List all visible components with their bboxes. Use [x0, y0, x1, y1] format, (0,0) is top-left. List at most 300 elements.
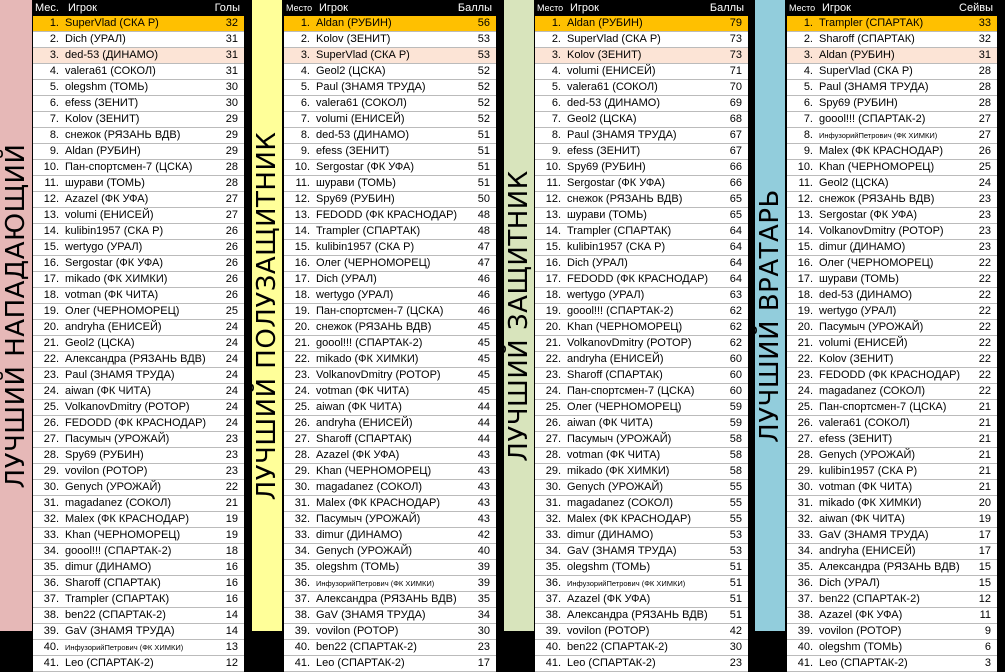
row-player: Dich (УРАЛ) [65, 33, 126, 45]
row-player: kulibin1957 (СКА Р) [567, 241, 666, 253]
row-value: 19 [225, 529, 238, 541]
row-value: 32 [225, 17, 238, 29]
table-row [787, 64, 997, 80]
forward-title-strip [0, 0, 32, 631]
table-row [284, 624, 496, 640]
table-row [33, 560, 244, 576]
table-row [284, 496, 496, 512]
row-place: 21. [43, 337, 59, 349]
row-player: VolkanovDmitry (РОТОР) [567, 337, 692, 349]
row-value: 73 [729, 49, 742, 61]
row-player: dimur (ДИНАМО) [567, 529, 654, 541]
row-player: Пан-спортсмен-7 (ЦСКА) [65, 161, 193, 173]
row-place: 26. [294, 417, 310, 429]
row-value: 22 [978, 305, 991, 317]
row-player: andryha (ЕНИСЕЙ) [316, 417, 413, 429]
row-player: Azazel (ФК УФА) [316, 449, 400, 461]
table-row [787, 544, 997, 560]
table-row [535, 416, 748, 432]
row-value: 51 [477, 177, 490, 189]
table-row [787, 368, 997, 384]
row-value: 47 [477, 257, 490, 269]
row-place: 23. [43, 369, 59, 381]
row-place: 22. [43, 353, 59, 365]
table-row [787, 656, 997, 672]
row-player: снежок (РЯЗАНЬ ВДВ) [65, 129, 181, 141]
row-value: 28 [225, 161, 238, 173]
row-value: 52 [477, 65, 490, 77]
table-row [535, 512, 748, 528]
row-place: 17. [545, 273, 561, 285]
row-value: 28 [978, 97, 991, 109]
row-place: 36. [294, 577, 310, 589]
row-player: Khan (ЧЕРНОМОРЕЦ) [65, 529, 181, 541]
row-value: 67 [729, 129, 742, 141]
row-place: 10. [797, 161, 813, 173]
row-value: 59 [729, 417, 742, 429]
table-row [33, 336, 244, 352]
row-place: 34. [797, 545, 813, 557]
row-place: 2. [300, 33, 310, 45]
row-player: ben22 (СПАРТАК-2) [316, 641, 417, 653]
row-place: 16. [797, 257, 813, 269]
row-place: 14. [294, 225, 310, 237]
row-place: 29. [43, 465, 59, 477]
goalkeeper-header [787, 0, 997, 16]
row-player: volumi (ЕНИСЕЙ) [567, 65, 656, 77]
row-value: 65 [729, 209, 742, 221]
table-row [535, 176, 748, 192]
table-row [284, 432, 496, 448]
row-value: 23 [978, 225, 991, 237]
row-player: andryha (ЕНИСЕЙ) [567, 353, 664, 365]
row-place: 26. [797, 417, 813, 429]
table-row [535, 304, 748, 320]
row-value: 42 [477, 529, 490, 541]
row-player: Sharoff (СПАРТАК) [65, 577, 161, 589]
row-value: 11 [979, 609, 991, 621]
row-place: 19. [43, 305, 59, 317]
row-player: Genych (УРОЖАЙ) [819, 449, 916, 461]
row-player: Dich (УРАЛ) [567, 257, 628, 269]
table-row [535, 592, 748, 608]
row-player: dimur (ДИНАМО) [316, 529, 403, 541]
row-player: vovilon (РОТОР) [567, 625, 650, 637]
table-row [284, 64, 496, 80]
row-place: 37. [43, 593, 59, 605]
row-place: 8. [300, 129, 310, 141]
row-place: 30. [294, 481, 310, 493]
row-player: ben22 (СПАРТАК-2) [567, 641, 668, 653]
row-place: 6. [49, 97, 59, 109]
table-row [33, 384, 244, 400]
table-row [787, 400, 997, 416]
row-value: 45 [477, 353, 490, 365]
header-value: Голы [214, 2, 240, 14]
table-row [284, 128, 496, 144]
table-row [787, 192, 997, 208]
row-value: 15 [978, 561, 991, 573]
row-place: 22. [797, 353, 813, 365]
row-value: 53 [477, 33, 490, 45]
row-value: 43 [477, 449, 490, 461]
table-row [787, 176, 997, 192]
table-row [33, 576, 244, 592]
table-row [33, 624, 244, 640]
table-row [787, 496, 997, 512]
row-value: 55 [729, 497, 742, 509]
row-place: 35. [797, 561, 813, 573]
row-place: 13. [797, 209, 813, 221]
row-value: 22 [978, 257, 991, 269]
table-row [787, 464, 997, 480]
row-value: 23 [477, 641, 490, 653]
row-player: valera61 (СОКОЛ) [567, 81, 658, 93]
row-value: 66 [729, 177, 742, 189]
table-row [535, 480, 748, 496]
row-place: 39. [294, 625, 310, 637]
row-place: 1. [803, 17, 813, 29]
row-value: 24 [978, 177, 991, 189]
table-row [535, 400, 748, 416]
table-row [284, 384, 496, 400]
row-value: 51 [729, 609, 742, 621]
row-place: 10. [294, 161, 310, 173]
table-row [33, 640, 244, 656]
row-player: Leo (СПАРТАК-2) [316, 657, 405, 669]
row-value: 67 [729, 145, 742, 157]
table-row [787, 144, 997, 160]
row-player: olegshm (ТОМЬ) [65, 81, 149, 93]
row-place: 39. [545, 625, 561, 637]
row-player: Пасумыч (УРОЖАЙ) [65, 433, 170, 445]
table-row [787, 448, 997, 464]
row-place: 7. [49, 113, 59, 125]
row-value: 46 [477, 289, 490, 301]
row-player: mikado (ФК ХИМКИ) [316, 353, 419, 365]
row-player: VolkanovDmitry (РОТОР) [819, 225, 944, 237]
row-player: vovilon (РОТОР) [819, 625, 902, 637]
row-player: снежок (РЯЗАНЬ ВДВ) [819, 193, 935, 205]
row-player: SuperVlad (СКА Р) [316, 49, 410, 61]
row-player: Aldan (РУБИН) [316, 17, 392, 29]
table-row [787, 352, 997, 368]
table-row [33, 144, 244, 160]
row-place: 36. [545, 577, 561, 589]
row-player: VolkanovDmitry (РОТОР) [316, 369, 441, 381]
row-value: 42 [729, 625, 742, 637]
table-row [787, 224, 997, 240]
row-place: 8. [551, 129, 561, 141]
row-player: Malex (ФК КРАСНОДАР) [819, 145, 943, 157]
row-value: 15 [978, 577, 991, 589]
row-value: 30 [477, 625, 490, 637]
row-player: Aldan (РУБИН) [819, 49, 895, 61]
row-player: Genych (УРОЖАЙ) [567, 481, 664, 493]
row-player: kulibin1957 (СКА Р) [819, 465, 918, 477]
goalkeeper-table [787, 0, 997, 669]
table-row [33, 416, 244, 432]
row-value: 30 [225, 97, 238, 109]
row-value: 30 [729, 641, 742, 653]
row-player: Paul (ЗНАМЯ ТРУДА) [316, 81, 426, 93]
defender-table [535, 0, 748, 669]
table-row [33, 608, 244, 624]
row-place: 11. [295, 177, 310, 189]
row-player: Dich (УРАЛ) [316, 273, 377, 285]
row-player: Олег (ЧЕРНОМОРЕЦ) [819, 257, 934, 269]
row-player: Александра (РЯЗАНЬ ВДВ) [65, 353, 206, 365]
midfielder-title-strip [252, 0, 282, 631]
row-place: 16. [545, 257, 561, 269]
row-value: 27 [225, 193, 238, 205]
row-value: 24 [225, 417, 238, 429]
row-player: mikado (ФК ХИМКИ) [819, 497, 922, 509]
table-row [787, 480, 997, 496]
forward-table [33, 0, 244, 669]
table-row [284, 592, 496, 608]
row-player: Олег (ЧЕРНОМОРЕЦ) [567, 401, 682, 413]
row-player: FEDODD (ФК КРАСНОДАР) [567, 273, 709, 285]
row-value: 28 [978, 81, 991, 93]
row-value: 59 [729, 401, 742, 413]
row-place: 9. [49, 145, 59, 157]
row-value: 66 [729, 161, 742, 173]
header-player: Игрок [570, 2, 599, 14]
row-player: Paul (ЗНАМЯ ТРУДА) [819, 81, 929, 93]
row-place: 37. [545, 593, 561, 605]
row-value: 23 [225, 433, 238, 445]
row-place: 33. [294, 529, 310, 541]
row-value: 30 [225, 81, 238, 93]
row-place: 34. [545, 545, 561, 557]
row-value: 26 [978, 145, 991, 157]
table-row [33, 192, 244, 208]
row-value: 45 [477, 385, 490, 397]
row-player: Александра (РЯЗАНЬ ВДВ) [819, 561, 960, 573]
row-value: 24 [225, 385, 238, 397]
row-value: 52 [477, 113, 490, 125]
row-player: FEDODD (ФК КРАСНОДАР) [316, 209, 458, 221]
defender-title-strip [504, 0, 534, 631]
row-player: Sharoff (СПАРТАК) [819, 33, 915, 45]
row-player: Kolov (ЗЕНИТ) [316, 33, 391, 45]
table-row [535, 96, 748, 112]
row-place: 27. [797, 433, 813, 445]
row-value: 53 [477, 49, 490, 61]
row-player: GaV (ЗНАМЯ ТРУДА) [567, 545, 677, 557]
row-place: 20. [43, 321, 59, 333]
row-place: 26. [43, 417, 59, 429]
row-place: 14. [797, 225, 813, 237]
row-place: 12. [545, 193, 561, 205]
row-place: 22. [294, 353, 310, 365]
row-player: efess (ЗЕНИТ) [65, 97, 139, 109]
row-player: Leo (СПАРТАК-2) [819, 657, 908, 669]
row-value: 26 [225, 241, 238, 253]
table-row [284, 256, 496, 272]
row-player: VolkanovDmitry (РОТОР) [65, 401, 190, 413]
row-place: 13. [294, 209, 310, 221]
table-row [535, 368, 748, 384]
row-value: 79 [729, 17, 742, 29]
row-place: 15. [545, 241, 561, 253]
forward-title: ЛУЧШИЙ НАПАДАЮЩИЙ [1, 143, 31, 488]
row-player: Paul (ЗНАМЯ ТРУДА) [65, 369, 175, 381]
row-player: Kolov (ЗЕНИТ) [819, 353, 894, 365]
row-player: Kolov (ЗЕНИТ) [567, 49, 642, 61]
row-place: 3. [49, 49, 59, 61]
row-place: 6. [300, 97, 310, 109]
row-place: 1. [49, 17, 59, 29]
row-place: 40. [294, 641, 310, 653]
row-value: 46 [477, 273, 490, 285]
row-place: 31. [294, 497, 310, 509]
row-place: 31. [545, 497, 561, 509]
row-value: 64 [729, 257, 742, 269]
table-row [787, 304, 997, 320]
table-row [787, 16, 997, 32]
table-row [787, 320, 997, 336]
table-row [33, 544, 244, 560]
table-row [787, 288, 997, 304]
row-value: 45 [477, 369, 490, 381]
row-player: GaV (ЗНАМЯ ТРУДА) [819, 529, 929, 541]
header-value: Баллы [457, 2, 492, 14]
row-place: 38. [43, 609, 59, 621]
row-place: 41. [797, 657, 813, 669]
goalkeeper-title: ЛУЧШИЙ ВРАТАРЬ [755, 188, 785, 443]
table-row [284, 272, 496, 288]
row-value: 65 [729, 193, 742, 205]
header-value: Баллы [709, 2, 744, 14]
row-player: Sergostar (ФК УФА) [567, 177, 665, 189]
table-row [33, 288, 244, 304]
row-value: 28 [978, 65, 991, 77]
row-place: 30. [43, 481, 59, 493]
row-value: 44 [477, 417, 490, 429]
row-player: kulibin1957 (СКА Р) [65, 225, 164, 237]
row-value: 23 [978, 241, 991, 253]
row-player: Malex (ФК КРАСНОДАР) [316, 497, 440, 509]
row-player: wertygo (УРАЛ) [316, 289, 394, 301]
row-player: ded-53 (ДИНАМО) [316, 129, 409, 141]
row-player: wertygo (УРАЛ) [65, 241, 143, 253]
row-player: dimur (ДИНАМО) [65, 561, 152, 573]
table-row [787, 560, 997, 576]
row-place: 33. [797, 529, 813, 541]
row-player: magadanez (СОКОЛ) [567, 497, 674, 509]
row-place: 3. [300, 49, 310, 61]
row-value: 17 [978, 529, 991, 541]
row-value: 48 [477, 225, 490, 237]
table-row [284, 240, 496, 256]
row-place: 32. [43, 513, 59, 525]
row-player: Пан-спортсмен-7 (ЦСКА) [316, 305, 444, 317]
row-value: 58 [729, 449, 742, 461]
table-row [33, 352, 244, 368]
table-row [33, 480, 244, 496]
table-row [535, 656, 748, 672]
row-player: Александра (РЯЗАНЬ ВДВ) [316, 593, 457, 605]
row-place: 5. [803, 81, 813, 93]
header-place: Мес. [35, 2, 59, 14]
row-player: SuperVlad (СКА Р) [65, 17, 159, 29]
row-place: 24. [545, 385, 561, 397]
table-row [33, 512, 244, 528]
row-value: 16 [225, 561, 238, 573]
row-place: 27. [545, 433, 561, 445]
row-player: vovilon (РОТОР) [65, 465, 148, 477]
row-place: 24. [43, 385, 59, 397]
row-place: 11. [546, 177, 561, 189]
row-place: 11. [44, 177, 59, 189]
row-value: 26 [225, 273, 238, 285]
row-place: 32. [545, 513, 561, 525]
row-place: 17. [43, 273, 59, 285]
table-row [33, 16, 244, 32]
row-player: Khan (ЧЕРНОМОРЕЦ) [316, 465, 432, 477]
row-player: aiwan (ФК ЧИТА) [65, 385, 151, 397]
row-player: ded-53 (ДИНАМО) [65, 49, 158, 61]
row-place: 7. [300, 113, 310, 125]
table-row [787, 336, 997, 352]
row-place: 34. [43, 545, 59, 557]
row-place: 26. [545, 417, 561, 429]
row-player: Олег (ЧЕРНОМОРЕЦ) [65, 305, 180, 317]
table-row [33, 400, 244, 416]
table-row [33, 48, 244, 64]
header-place: Место [789, 3, 816, 13]
row-value: 35 [477, 593, 490, 605]
row-place: 36. [43, 577, 59, 589]
row-place: 35. [545, 561, 561, 573]
row-place: 4. [803, 65, 813, 77]
table-row [284, 320, 496, 336]
table-row [535, 112, 748, 128]
row-player: Leo (СПАРТАК-2) [65, 657, 154, 669]
table-row [33, 464, 244, 480]
row-place: 18. [294, 289, 310, 301]
table-row [535, 256, 748, 272]
table-row [535, 240, 748, 256]
row-value: 53 [729, 529, 742, 541]
row-value: 21 [978, 433, 991, 445]
row-value: 63 [729, 289, 742, 301]
table-row [33, 64, 244, 80]
row-place: 24. [797, 385, 813, 397]
row-place: 34. [294, 545, 310, 557]
row-place: 31. [797, 497, 813, 509]
row-value: 70 [729, 81, 742, 93]
row-value: 14 [225, 609, 238, 621]
row-value: 25 [225, 305, 238, 317]
row-value: 22 [978, 289, 991, 301]
row-player: Sergostar (ФК УФА) [65, 257, 163, 269]
row-player: Trampler (СПАРТАК) [65, 593, 170, 605]
row-value: 55 [729, 481, 742, 493]
table-row [535, 288, 748, 304]
table-row [535, 544, 748, 560]
row-place: 10. [545, 161, 561, 173]
row-place: 13. [43, 209, 59, 221]
row-player: efess (ЗЕНИТ) [567, 145, 641, 157]
row-player: GaV (ЗНАМЯ ТРУДА) [316, 609, 426, 621]
defender-header [535, 0, 748, 16]
row-player: Пасумыч (УРОЖАЙ) [316, 513, 421, 525]
row-place: 6. [551, 97, 561, 109]
row-place: 41. [545, 657, 561, 669]
